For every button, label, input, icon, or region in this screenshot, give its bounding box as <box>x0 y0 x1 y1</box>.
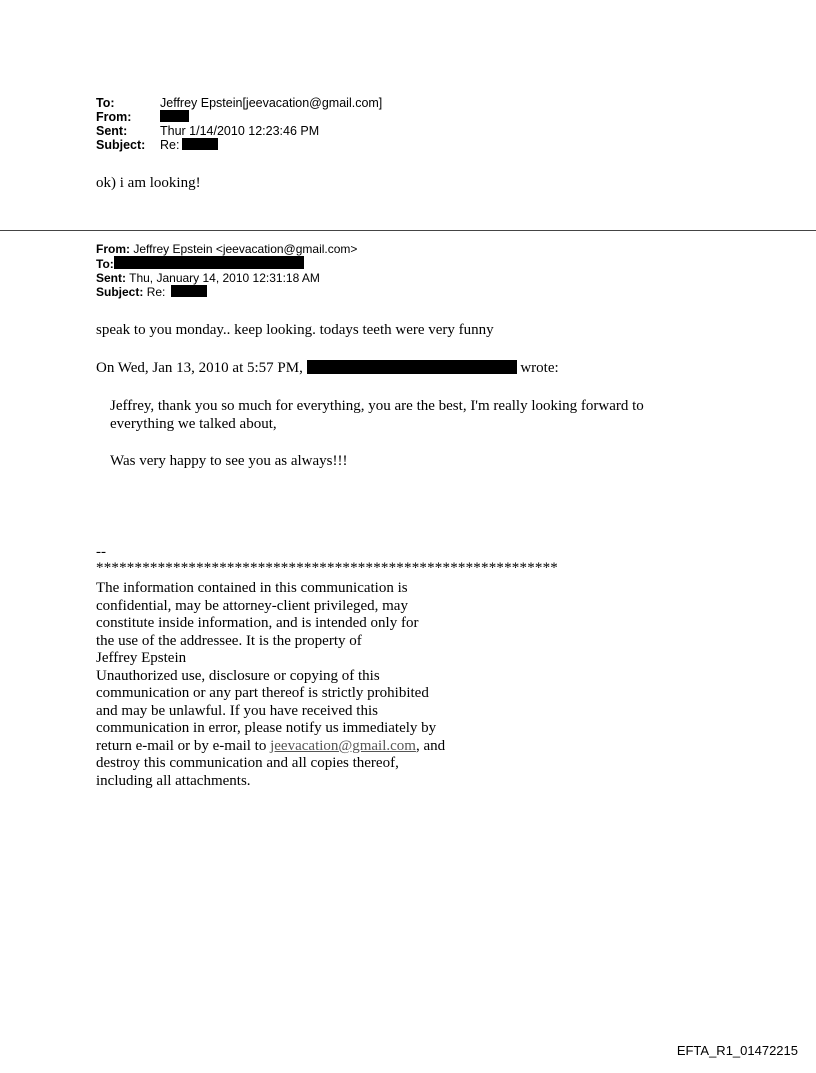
sent-value: Thu, January 14, 2010 12:31:18 AM <box>129 271 320 285</box>
quote-intro-suffix: wrote: <box>520 360 559 376</box>
sent-label: Sent: <box>96 124 128 138</box>
subject-label: Subject: <box>96 138 146 152</box>
email-link[interactable]: jeevacation@gmail.com <box>270 737 416 754</box>
quote-line: Jeffrey, thank you so much for everything, you are the best, I'm really looking forward to <box>110 398 644 414</box>
disclaimer-line: Unauthorized use, disclosure or copying of this <box>96 667 380 684</box>
disclaimer-line: The information contained in this communication is <box>96 580 408 596</box>
disclaimer-line: destroy this communication and all copies thereof, <box>96 755 399 771</box>
email2-from-row <box>96 242 357 256</box>
redaction-block <box>307 360 517 374</box>
to-label: To: <box>96 96 115 110</box>
from-value: Jeffrey Epstein <jeevacation@gmail.com> <box>133 242 358 256</box>
disclaimer-line: the use of the addressee. It is the property of <box>96 632 362 649</box>
email1-subject-row <box>96 138 382 152</box>
return-suffix: , and <box>415 737 446 754</box>
signature-dashes: -- <box>96 544 106 560</box>
document-id: EFTA_R1_01472215 <box>676 1043 798 1058</box>
to-value: Jeffrey Epstein[jeevacation@gmail.com] <box>160 96 383 110</box>
redaction-block <box>160 110 189 122</box>
quote-line: everything we talked about, <box>110 416 277 432</box>
email2-header <box>96 242 357 299</box>
from-label: From: <box>96 242 130 256</box>
confidentiality-disclaimer <box>96 580 445 790</box>
redaction-block <box>171 285 207 297</box>
email1-to-row <box>96 96 382 110</box>
email2-to-row <box>96 256 357 271</box>
subject-label: Subject: <box>96 285 144 299</box>
email1-from-row <box>96 110 382 124</box>
redaction-block <box>114 256 304 269</box>
disclaimer-line: and may be unlawful. If you have received this <box>96 702 378 719</box>
subject-value: Re: <box>146 285 166 299</box>
disclaimer-line <box>96 738 445 756</box>
sent-label: Sent: <box>96 271 126 285</box>
disclaimer-line: Jeffrey Epstein <box>96 650 187 666</box>
subject-value: Re: <box>160 138 180 152</box>
to-label: To: <box>96 257 114 271</box>
email1-body: ok) i am looking! <box>96 175 201 191</box>
return-prefix: return e-mail or by e-mail to <box>96 737 271 754</box>
quote-intro <box>96 359 559 377</box>
quote-intro-prefix: On Wed, Jan 13, 2010 at 5:57 PM, <box>96 360 303 376</box>
from-label: From: <box>96 110 132 124</box>
email1-sent-row <box>96 124 382 138</box>
sent-value: Thur 1/14/2010 12:23:46 PM <box>160 124 320 138</box>
email2-subject-row <box>96 285 357 299</box>
redaction-block <box>182 138 218 150</box>
disclaimer-line: communication or any part thereof is strictly prohibited <box>96 685 429 701</box>
quote-line: Was very happy to see you as always!!! <box>110 453 348 469</box>
email-divider <box>0 230 816 231</box>
disclaimer-line: including all attachments. <box>96 772 251 789</box>
email1-header <box>96 96 382 152</box>
email2-body: speak to you monday.. keep looking. todays teeth were very funny <box>96 322 494 338</box>
disclaimer-line: confidential, may be attorney-client privileged, may <box>96 597 408 614</box>
email2-sent-row <box>96 271 357 285</box>
disclaimer-line: constitute inside information, and is intended only for <box>96 615 419 631</box>
disclaimer-line: communication in error, please notify us immediately by <box>96 720 437 736</box>
signature-stars: ************************************************************ <box>96 560 558 576</box>
